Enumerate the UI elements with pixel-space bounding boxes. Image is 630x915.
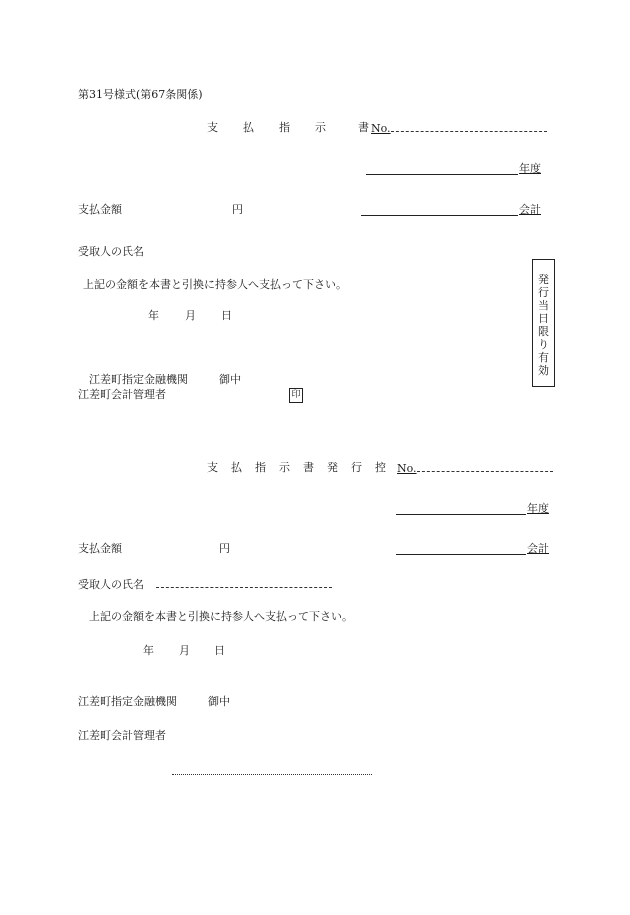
signature-dotted-line[interactable] (172, 774, 372, 775)
upper-honorific: 御中 (219, 373, 241, 386)
lower-payee-field[interactable] (156, 577, 332, 588)
upper-date-month: 月 (185, 309, 196, 322)
upper-payee-label: 受取人の氏名 (78, 245, 144, 258)
upper-date-day: 日 (221, 309, 232, 322)
upper-title (207, 121, 378, 135)
upper-fiscal-year-field[interactable] (366, 174, 518, 175)
lower-date-month: 月 (179, 644, 190, 657)
lower-date-year: 年 (143, 644, 154, 657)
lower-title-char: 控 (375, 461, 386, 474)
lower-title-char: 払 (231, 461, 242, 474)
lower-title-char: 指 (255, 461, 266, 474)
lower-title (207, 461, 399, 475)
validity-notice-box (532, 259, 555, 387)
upper-no-field[interactable] (391, 121, 547, 132)
lower-title-char: 書 (303, 461, 314, 474)
lower-title-char: 示 (279, 461, 290, 474)
upper-title-char: 支 (207, 121, 218, 134)
seal-mark: 印 (289, 388, 303, 403)
lower-title-char: 行 (351, 461, 362, 474)
lower-no-label (397, 461, 553, 476)
lower-account-field[interactable] (396, 554, 526, 555)
upper-no-label (371, 121, 547, 136)
lower-no-field[interactable] (417, 461, 553, 472)
upper-date-year: 年 (148, 309, 159, 322)
upper-account-field[interactable] (361, 215, 518, 216)
lower-payee-text: 受取人の氏名 (78, 578, 144, 591)
lower-account-label: 会計 (527, 542, 549, 555)
upper-title-char: 書 (358, 121, 369, 134)
lower-amount-label: 支払金額 (78, 542, 122, 555)
lower-bank-label: 江差町指定金融機関 (78, 695, 177, 708)
lower-payee-label (78, 577, 332, 592)
form-number: 第31号様式(第67条関係) (78, 88, 203, 101)
upper-title-char: 払 (243, 121, 254, 134)
upper-account-label: 会計 (519, 203, 541, 216)
upper-title-char: 示 (315, 121, 326, 134)
upper-no-text: No. (371, 122, 391, 135)
lower-fiscal-year-field[interactable] (396, 514, 526, 515)
lower-yen-label: 円 (219, 542, 230, 555)
lower-date-day: 日 (214, 644, 225, 657)
upper-instruction: 上記の金額を本書と引換に持参人へ支払って下さい。 (83, 278, 347, 291)
lower-no-text: No. (397, 462, 417, 475)
lower-honorific: 御中 (208, 695, 230, 708)
upper-yen-label: 円 (232, 203, 243, 216)
upper-amount-label: 支払金額 (78, 203, 122, 216)
upper-title-char: 指 (279, 121, 290, 134)
lower-instruction: 上記の金額を本書と引換に持参人へ支払って下さい。 (89, 610, 353, 623)
lower-title-char: 発 (327, 461, 338, 474)
upper-bank-label: 江差町指定金融機関 (89, 373, 188, 386)
upper-treasurer-label: 江差町会計管理者 (78, 388, 166, 401)
lower-fiscal-year-label: 年度 (527, 502, 549, 515)
lower-treasurer-label: 江差町会計管理者 (78, 729, 166, 742)
validity-notice: 発行当日限り有効 (538, 273, 549, 377)
lower-title-char: 支 (207, 461, 218, 474)
upper-fiscal-year-label: 年度 (519, 162, 541, 175)
